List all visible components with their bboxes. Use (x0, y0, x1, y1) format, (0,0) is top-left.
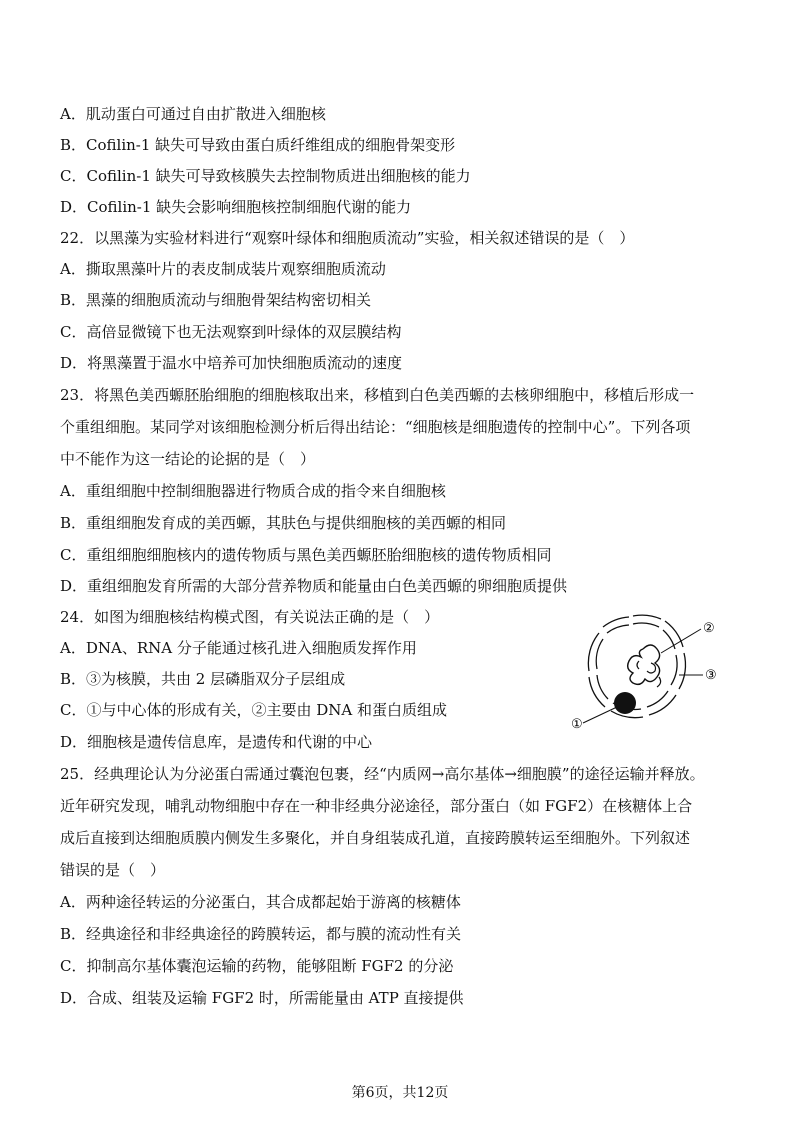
text-line: B．Cofilin-1 缺失可导致由蛋白质纤维组成的细胞骨架变形 (60, 136, 456, 154)
text-line: B．黑藻的细胞质流动与细胞骨架结构密切相关 (60, 291, 372, 309)
question-22-stem: 22．以黑藻为实验材料进行“观察叶绿体和细胞质流动”实验，相关叙述错误的是（ ） (60, 229, 635, 247)
question-25-stem: 25．经典理论认为分泌蛋白需通过囊泡包裹，经“内质网→高尔基体→细胞膜”的途径运输并释放。 (60, 765, 705, 783)
page-footer: 第6页，共12页 (351, 1085, 449, 1101)
text-line: C．Cofilin-1 缺失可导致核膜失去控制物质进出细胞核的能力 (60, 167, 471, 185)
text-line: C．高倍显微镜下也无法观察到叶绿体的双层膜结构 (60, 323, 402, 341)
pointer-line-2 (661, 629, 701, 653)
text-line: A．撕取黑藻叶片的表皮制成装片观察细胞质流动 (60, 260, 386, 278)
question-25-stem: 错误的是（ ） (60, 861, 166, 879)
question-23-stem: 个重组细胞。某同学对该细胞检测分析后得出结论：“细胞核是细胞遗传的控制中心”。下列各项 (60, 418, 691, 436)
text-line: B．重组细胞发育成的美西螈，其肤色与提供细胞核的美西螈的相同 (60, 514, 507, 532)
text-line: D．Cofilin-1 缺失会影响细胞核控制细胞代谢的能力 (60, 198, 412, 216)
question-25-stem: 成后直接到达细胞质膜内侧发生多聚化，并自身组装成孔道，直接跨膜转运至细胞外。下列叙述 (60, 829, 691, 847)
text-line: A．DNA、RNA 分子能通过核孔进入细胞质发挥作用 (60, 639, 417, 657)
text-line: A．两种途径转运的分泌蛋白，其合成都起始于游离的核糖体 (60, 893, 461, 911)
text-line: A．重组细胞中控制细胞器进行物质合成的指令来自细胞核 (60, 482, 446, 500)
pointer-line-1 (583, 707, 617, 723)
text-line: A．肌动蛋白可通过自由扩散进入细胞核 (60, 105, 326, 123)
text-line: D．将黑藻置于温水中培养可加快细胞质流动的速度 (60, 354, 403, 372)
label-2: ② (703, 621, 715, 636)
text-line: C．①与中心体的形成有关，②主要由 DNA 和蛋白质组成 (60, 701, 447, 719)
question-23-stem: 中不能作为这一结论的论据的是（ ） (60, 450, 316, 468)
text-line: C．抑制高尔基体囊泡运输的药物，能够阻断 FGF2 的分泌 (60, 957, 454, 975)
text-line: D．合成、组装及运输 FGF2 时，所需能量由 ATP 直接提供 (60, 989, 464, 1007)
text-line: B．经典途径和非经典途径的跨膜转运，都与膜的流动性有关 (60, 925, 462, 943)
nucleus-diagram (555, 605, 725, 745)
text-line: D．细胞核是遗传信息库，是遗传和代谢的中心 (60, 733, 373, 751)
label-1: ① (571, 717, 583, 732)
question-24-stem: 24．如图为细胞核结构模式图，有关说法正确的是（ ） (60, 608, 440, 626)
label-3: ③ (705, 668, 717, 683)
text-line: B．③为核膜，共由 2 层磷脂双分子层组成 (60, 670, 346, 688)
nucleolus (614, 692, 636, 714)
question-23-stem: 23．将黑色美西螈胚胎细胞的细胞核取出来，移植到白色美西螈的去核卵细胞中，移植后形成一 (60, 386, 695, 404)
text-line: D．重组细胞发育所需的大部分营养物质和能量由白色美西螈的卵细胞质提供 (60, 577, 568, 595)
text-line: C．重组细胞细胞核内的遗传物质与黑色美西螈胚胎细胞核的遗传物质相同 (60, 546, 552, 564)
question-25-stem: 近年研究发现，哺乳动物细胞中存在一种非经典分泌途径，部分蛋白（如 FGF2）在核糖体上合 (60, 797, 693, 815)
